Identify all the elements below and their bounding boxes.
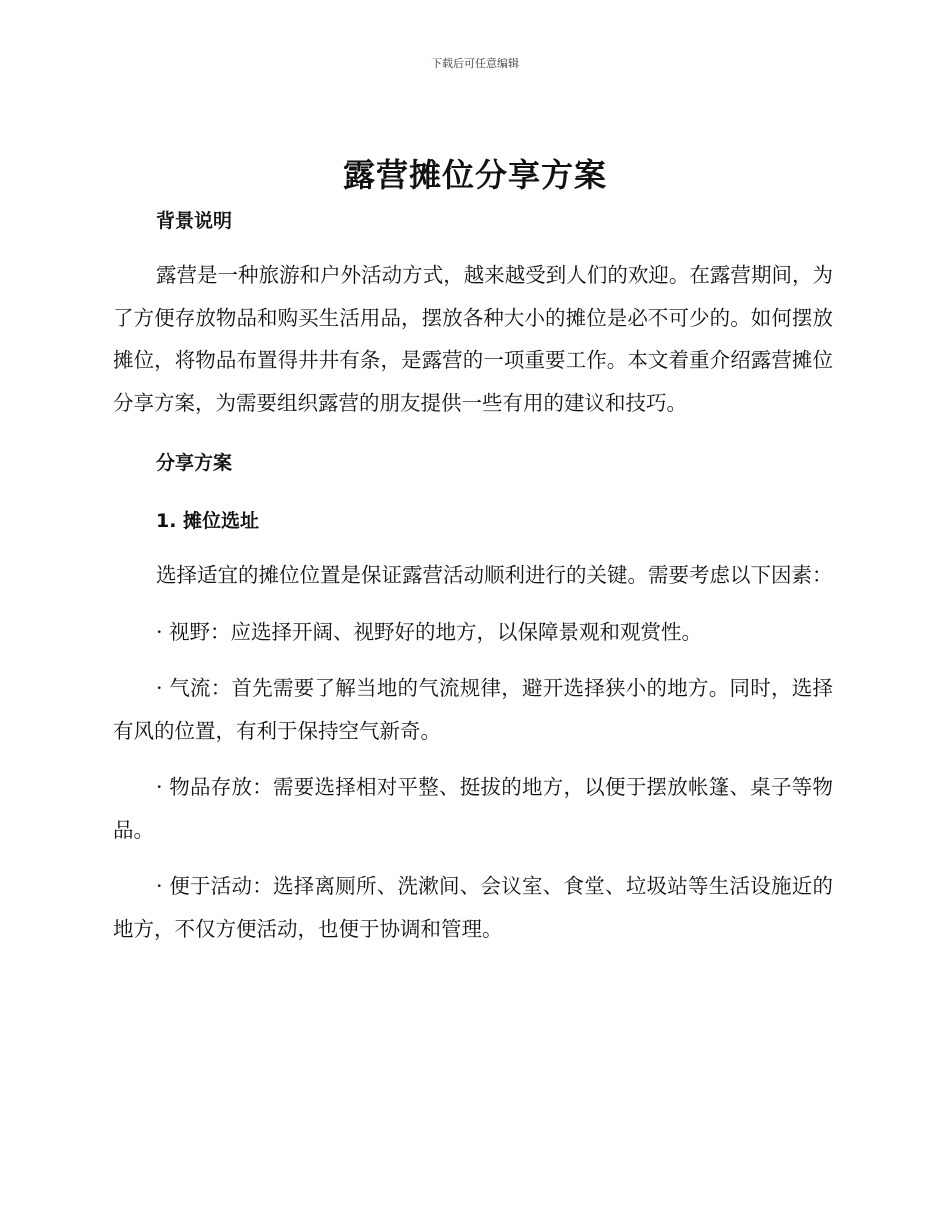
header-note: 下载后可任意编辑 [431,57,519,70]
bullet-item-storage: · 物品存放：需要选择相对平整、挺拔的地方，以便于摆放帐篷、桌子等物品。 [113,775,833,842]
bullet-item-airflow: · 气流：首先需要了解当地的气流规律，避开选择狭小的地方。同时，选择有风的位置，有利于保持空气新奇。 [113,676,833,743]
background-heading: 背景说明 [156,210,233,232]
document-body [113,202,833,950]
document-title: 露营摊位分享方案 [342,156,607,194]
bullet-item-convenience: · 便于活动：选择离厕所、洗漱间、会议室、食堂、垃圾站等生活设施近的地方，不仅方便活动，也便于协调和管理。 [113,874,833,941]
background-paragraph: 露营是一种旅游和户外活动方式，越来越受到人们的欢迎。在露营期间，为了方便存放物品和购买生活用品，摆放各种大小的摊位是必不可少的。如何摆放摊位，将物品布置得井井有条，是露营的一项重要工作。本文着重介绍露营摊位分享方案，为需要组织露营的朋友提供一些有用的建议和技巧。 [113,263,833,415]
site-selection-intro: 选择适宜的摊位位置是保证露营活动顺利进行的关键。需要考虑以下因素： [156,563,833,587]
bullet-item-view: · 视野：应选择开阔、视野好的地方，以保障景观和观赏性。 [156,619,703,644]
site-selection-heading: 1. 摊位选址 [156,510,260,532]
plan-heading: 分享方案 [156,452,233,474]
